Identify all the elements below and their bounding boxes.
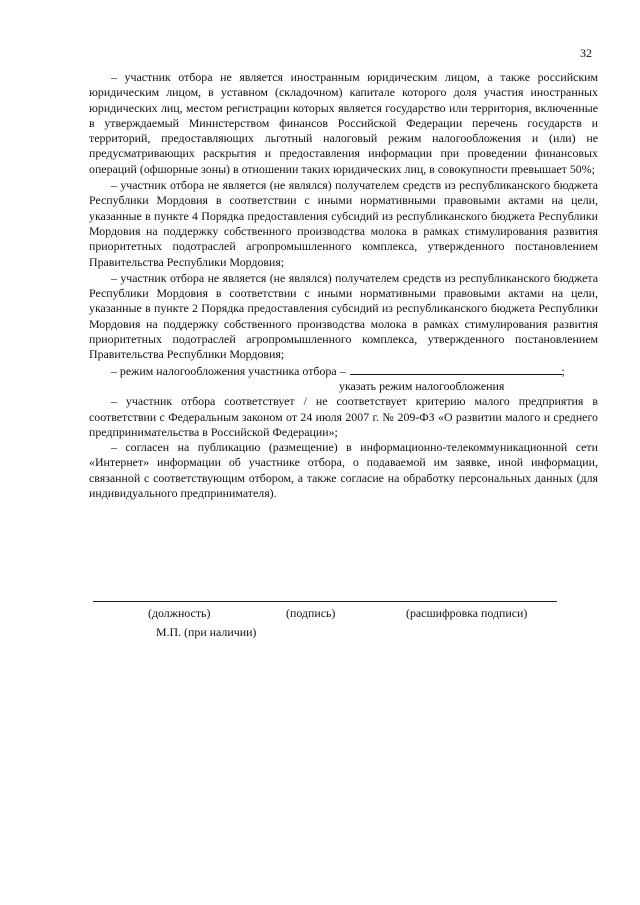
paragraph-small-business-criterion: – участник отбора соответствует / не соответствует критерию малого предприятия в соответствии с Федеральным законом от 24 июля 2007 г. № 209-ФЗ «О развитии малого и среднего предпринимательства в Российской Федерации»; — [89, 394, 598, 439]
document-body — [89, 70, 598, 501]
paragraph-offshore: – участник отбора не является иностранным юридическим лицом, а также российским юридическим лицом, в уставном (складочном) капитале которого доля участия иностранных юридических лиц, местом регистрации которых является государство или территория, включенные в утверждаемый Министерством финансов Российской Федерации перечень государств и территорий, предоставляющих льготный налоговый режим налогообложения и (или) не предусматривающих раскрытия и предоставления информации при проведении финансовых операций (офшорные зоны) в отношении таких юридических лиц, в совокупности превышает 50%; — [89, 70, 598, 176]
position-line — [93, 601, 239, 602]
paragraph-publication-consent: – согласен на публикацию (размещение) в информационно-телекоммуникационной сети «Интернет» информации об участнике отбора, о подаваемой им заявке, иной информации, связанной с соответствующим отбором, а также согласие на обработку персональных данных (для индивидуального предпринимателя). — [89, 440, 598, 501]
position-caption: (должность) — [148, 606, 211, 620]
signature-decode-caption: (расшифровка подписи) — [406, 606, 528, 620]
tax-regime-terminator: ; — [561, 363, 565, 378]
signature-lines — [89, 601, 569, 602]
paragraph-not-recipient-item-4: – участник отбора не является (не являлся) получателем средств из республиканского бюджета Республики Мордовия в соответствии с иными нормативными правовыми актами на цели, указанные в пункте 4 Порядка предоставления субсидий из республиканского бюджета Республики Мордовия на поддержку собственного производства молока в рамках стимулирования развития приоритетных подотраслей агропромышленного комплекса, утвержденного постановлением Правительства Республики Мордовия; — [89, 178, 598, 269]
tax-regime-blank-field — [350, 363, 562, 375]
paragraph-not-recipient-item-2: – участник отбора не является (не являлся) получателем средств из республиканского бюджета Республики Мордовия в соответствии с иными нормативными правовыми актами на цели, указанные в пункте 2 Порядка предоставления субсидий из республиканского бюджета Республики Мордовия на поддержку собственного производства молока в рамках стимулирования развития приоритетных подотраслей агропромышленного комплекса, утвержденного постановлением Правительства Республики Мордовия; — [89, 270, 598, 362]
decode-line — [389, 601, 557, 602]
page-number: 32 — [580, 46, 592, 60]
tax-regime-label: – режим налогообложения участника отбора – — [111, 363, 346, 378]
signature-caption: (подпись) — [286, 606, 336, 620]
stamp-caption: М.П. (при наличии) — [156, 625, 257, 639]
tax-regime-line — [89, 363, 598, 379]
tax-regime-caption: указать режим налогообложения — [339, 378, 505, 393]
signature-line — [239, 601, 389, 602]
